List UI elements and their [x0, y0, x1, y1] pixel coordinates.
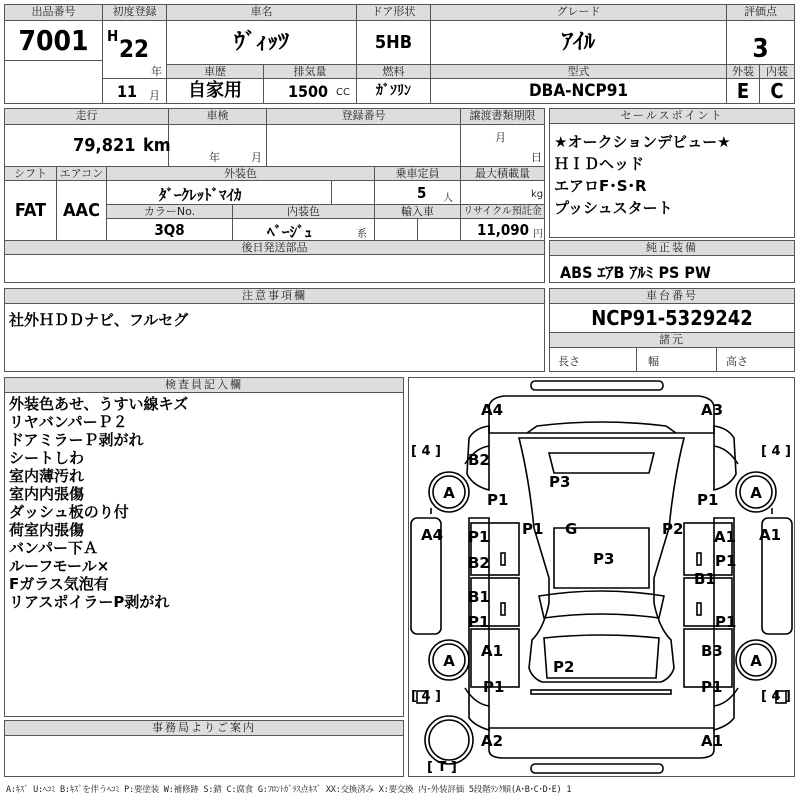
- vehicle-info-box: [4, 108, 545, 283]
- inspector-item: リヤバンパーＰ２: [9, 413, 128, 431]
- sales-point: ＨＩＤヘッド: [554, 155, 645, 173]
- sales-points-label: セールスポイント: [550, 109, 794, 124]
- inspect: 年 月: [169, 125, 267, 167]
- inspector-item: シートしわ: [9, 449, 85, 467]
- ac: AAC: [57, 181, 107, 241]
- reg-label: 初度登録: [103, 5, 167, 21]
- color: ﾀﾞｰｸﾚｯﾄﾞﾏｲｶ: [107, 181, 375, 205]
- tire-mark: A: [443, 484, 455, 502]
- equipment-box: [549, 240, 795, 283]
- recycle-label: リサイクル預託金: [461, 205, 544, 219]
- equipment-value: ABS ｴｱB ｱﾙﾐ PS PW: [560, 263, 711, 282]
- damage-mark: P1: [483, 678, 505, 696]
- car-diagram: [409, 378, 794, 776]
- mileage-label: 走行: [5, 109, 169, 125]
- score-label: 評価点: [727, 5, 794, 21]
- damage-mark: B2: [468, 554, 490, 572]
- damage-mark: A4: [421, 526, 444, 544]
- name-label: 車名: [167, 5, 357, 21]
- int-score: C: [770, 79, 784, 103]
- chassis-number: NCP91-5329242: [591, 306, 753, 330]
- inspector-list: [9, 395, 188, 611]
- model: DBA-NCP91: [431, 79, 727, 103]
- fuel-label: 燃料: [357, 65, 431, 79]
- regno-label: 登録番号: [267, 109, 461, 125]
- inspector-item: ドアミラーＰ剥がれ: [9, 431, 144, 449]
- office-box: [4, 720, 404, 777]
- reg-date: H 22 年: [103, 21, 167, 79]
- inspector-item: 室内薄汚れ: [9, 467, 85, 485]
- damage-mark: A1: [714, 528, 737, 546]
- shift: FAT: [5, 181, 57, 241]
- damage-mark: A1: [701, 732, 724, 750]
- notes-box: [4, 288, 545, 372]
- transfer: 月 日: [461, 125, 544, 167]
- import: [375, 219, 461, 241]
- ext-score: E: [727, 79, 760, 103]
- import-label: 輸入車: [375, 205, 461, 219]
- tire-mark: A: [750, 484, 762, 502]
- damage-mark: P1: [697, 491, 719, 509]
- damage-mark: A2: [481, 732, 504, 750]
- inspector-item: ダッシュ板のり付: [9, 503, 129, 521]
- damage-mark: P1: [522, 520, 544, 538]
- history: 自家用: [167, 79, 264, 103]
- grade-label: グレード: [431, 5, 727, 21]
- int-label: 内装: [760, 65, 794, 79]
- disp-label: 排気量: [264, 65, 357, 79]
- damage-mark: P1: [715, 613, 737, 631]
- legend: A:ｷｽﾞ U:ﾍｺﾐ B:ｷｽﾞを伴うﾍｺﾐ P:要塗装 W:補修跡 S:錆 C:腐食 G:ﾌﾛﾝﾄｶﾞﾗｽ点ｷｽﾞ XX:交換済み X:要交換 内･外装評価 5段階ﾗﾝｸ順(A･B･C･D･E) 1: [6, 785, 572, 795]
- colorno: 3Q8: [107, 219, 233, 241]
- chassis-label: 車台番号: [550, 289, 794, 304]
- tire-count: [ 4 ]: [411, 444, 441, 459]
- inspector-item: Fガラス気泡有: [9, 575, 109, 593]
- spare-tire: [ T ]: [427, 760, 457, 775]
- inspector-item: 外装色あせ、うすい線キズ: [9, 395, 189, 413]
- width-label: 幅: [648, 355, 659, 368]
- reg-month: 11 月: [103, 79, 167, 103]
- damage-mark: P1: [701, 678, 723, 696]
- ac-label: エアコン: [57, 167, 107, 181]
- capacity-label: 乗車定員: [375, 167, 461, 181]
- capacity: 5 人: [375, 181, 461, 205]
- tire-mark: A: [750, 652, 762, 670]
- transfer-label: 譲渡書類期限: [461, 109, 544, 125]
- damage-mark: P1: [468, 528, 490, 546]
- sales-point: プッシュスタート: [554, 199, 673, 217]
- model-label: 型式: [431, 65, 727, 79]
- lot-empty: [5, 61, 103, 103]
- damage-mark: P2: [662, 520, 684, 538]
- inspector-box: [4, 377, 404, 717]
- damage-mark: A4: [481, 401, 504, 419]
- damage-mark: P1: [468, 613, 490, 631]
- tire-mark: A: [443, 652, 455, 670]
- history-label: 車歴: [167, 65, 264, 79]
- damage-mark: P1: [715, 552, 737, 570]
- inspector-item: ルーフモール×: [9, 557, 110, 575]
- fuel: ｶﾞｿﾘﾝ: [357, 79, 431, 103]
- door-label: ドア形状: [357, 5, 431, 21]
- regno: [267, 125, 461, 167]
- tire-count: [ 4 ]: [761, 444, 791, 459]
- door: 5HB: [357, 21, 431, 65]
- disp: 1500 CC: [264, 79, 357, 103]
- damage-mark: G: [565, 520, 578, 538]
- damage-mark: P3: [549, 473, 571, 491]
- damage-mark: B2: [468, 451, 490, 469]
- sales-points-list: [554, 131, 731, 219]
- damage-mark: B1: [694, 570, 716, 588]
- mileage: 79,821 km: [5, 125, 169, 167]
- damage-mark: A1: [481, 642, 504, 660]
- later-label: 後日発送部品: [5, 241, 544, 255]
- inspector-item: 荷室内張傷: [9, 521, 85, 539]
- interior: ﾍﾞｰｼﾞｭ 系: [233, 219, 375, 241]
- tire-count: [ 4 ]: [761, 689, 791, 704]
- inspector-item: リアスポイラーP剥がれ: [9, 593, 170, 611]
- notes-label: 注意事項欄: [5, 289, 544, 304]
- chassis-box: [549, 288, 795, 372]
- sales-point: エアロF･S･R: [554, 177, 647, 195]
- header-box: [4, 4, 795, 104]
- damage-mark: A1: [759, 526, 782, 544]
- car-name: ｳﾞｨｯﾂ: [167, 21, 357, 65]
- ext-label: 外装: [727, 65, 760, 79]
- inspect-label: 車検: [169, 109, 267, 125]
- inspector-item: 室内内張傷: [9, 485, 85, 503]
- shift-label: シフト: [5, 167, 57, 181]
- inspector-item: バンパー下Ａ: [9, 539, 98, 557]
- height-label: 高さ: [726, 355, 748, 368]
- damage-mark: P3: [593, 550, 615, 568]
- colorno-label: カラーNo.: [107, 205, 233, 219]
- recycle: 11,090 円: [461, 219, 544, 241]
- load: kg: [461, 181, 544, 205]
- damage-mark: A3: [701, 401, 724, 419]
- damage-mark: B1: [468, 588, 490, 606]
- sales-points-box: [549, 108, 795, 238]
- office-label: 事務局よりご案内: [5, 721, 403, 736]
- inspector-label: 検査員記入欄: [5, 378, 403, 393]
- car-diagram-box: [408, 377, 795, 777]
- tire-count: [ 4 ]: [411, 689, 441, 704]
- interior-label: 内装色: [233, 205, 375, 219]
- sales-point: ★オークションデビュー★: [554, 133, 731, 151]
- equipment-label: 純正装備: [550, 241, 794, 256]
- score: 3: [727, 21, 794, 65]
- lot-number: 7001: [5, 21, 103, 61]
- load-label: 最大積載量: [461, 167, 544, 181]
- damage-mark: P1: [487, 491, 509, 509]
- color-label: 外装色: [107, 167, 375, 181]
- spec-label: 諸元: [550, 332, 794, 348]
- damage-mark: B3: [701, 642, 723, 660]
- length-label: 長さ: [558, 355, 580, 368]
- damage-mark: P2: [553, 658, 575, 676]
- lot-label: 出品番号: [5, 5, 103, 21]
- grade: ｱｲﾙ: [431, 21, 727, 65]
- notes-value: 社外ＨＤＤナビ、フルセグ: [9, 311, 189, 329]
